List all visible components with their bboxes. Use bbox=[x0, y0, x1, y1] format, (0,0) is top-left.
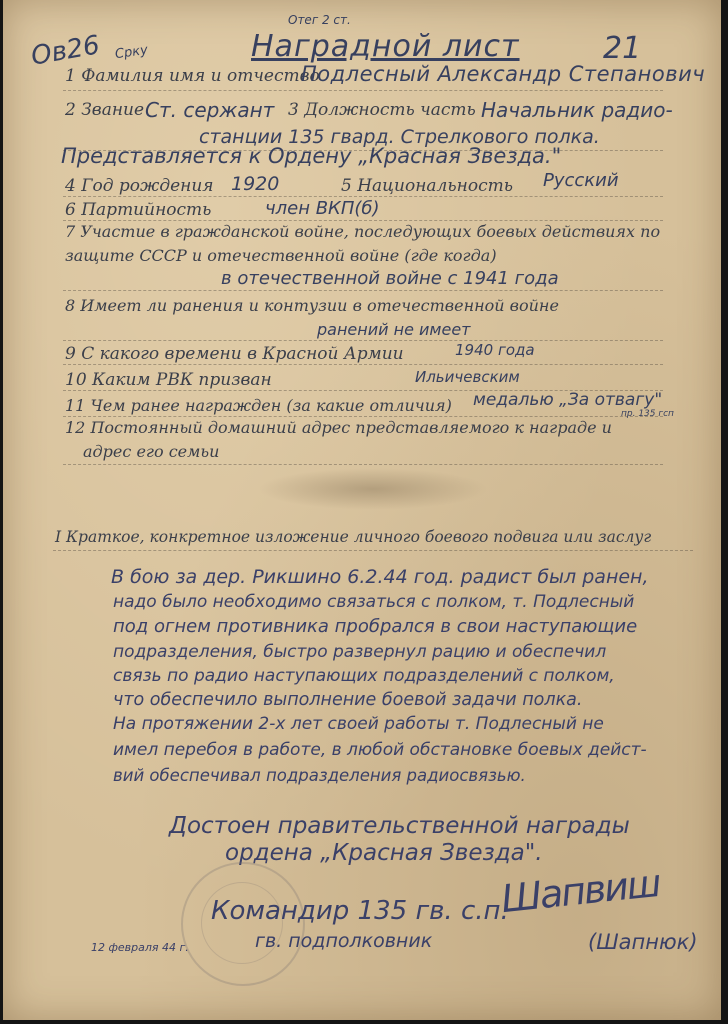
description-line: под огнем противника пробрался в свои наступающие bbox=[113, 616, 638, 637]
birth-label: 4 Год рождения bbox=[65, 176, 214, 196]
wounds-value: ранений не имеет bbox=[317, 320, 471, 339]
army-since-value: 1940 года bbox=[455, 341, 535, 359]
rvk-value: Ильичевским bbox=[415, 368, 520, 386]
party-label: 6 Партийность bbox=[65, 200, 212, 220]
redaction-blot bbox=[258, 468, 488, 510]
description-heading: I Краткое, конкретное изложение личного боевого подвига или заслуг bbox=[55, 528, 652, 546]
civil-war-label: 7 Участие в гражданской войне, последующих боевых действиях по bbox=[65, 222, 661, 241]
description-line: вий обеспечивал подразделения радиосвязью. bbox=[113, 766, 526, 785]
prior-awards-value: медалью „За отвагу" bbox=[473, 390, 663, 410]
army-since-label: 9 С какого времени в Красной Армии bbox=[65, 344, 404, 364]
prior-awards-order: пр. 135 гсп bbox=[621, 409, 674, 419]
rvk-label: 10 Каким РВК призван bbox=[65, 370, 272, 390]
description-line: надо было необходимо связаться с полком, т. Подлесный bbox=[113, 592, 635, 612]
prior-awards-label: 11 Чем ранее награжден (за какие отличия) bbox=[65, 396, 452, 415]
party-value: член ВКП(б) bbox=[265, 198, 380, 219]
description-line: На протяжении 2-х лет своей работы т. Подлесный не bbox=[113, 714, 604, 734]
civil-war-value: в отечественной войне с 1941 года bbox=[221, 268, 559, 289]
signature-scrawl: Шапвиш bbox=[499, 860, 662, 922]
description-line: подразделения, быстро развернул рацию и обеспечил bbox=[113, 642, 607, 662]
signature-date: 12 февраля 44 г. bbox=[91, 941, 189, 954]
top-note: Отег 2 ст. bbox=[288, 13, 351, 27]
description-line: связь по радио наступающих подразделений с полком, bbox=[113, 666, 615, 686]
corner-note: Ов26 bbox=[28, 30, 102, 72]
wounds-label: 8 Имеет ли ранения и контузии в отечественной войне bbox=[65, 296, 559, 315]
description-line: имел перебоя в работе, в любой обстановке боевых дейст- bbox=[113, 740, 647, 760]
commander-line: Командир 135 гв. с.п. bbox=[211, 896, 509, 926]
rank-value: Ст. сержант bbox=[145, 98, 275, 122]
address-label-2: адрес его семьи bbox=[83, 442, 220, 461]
description-line: что обеспечило выполнение боевой задачи полка. bbox=[113, 690, 583, 710]
birth-value: 1920 bbox=[231, 173, 280, 195]
page-mark: 21 bbox=[603, 31, 642, 66]
award-sheet bbox=[3, 0, 721, 1020]
nominated-line: Представляется к Ордену „Красная Звезда." bbox=[61, 144, 562, 168]
commander-rank: гв. подполковник bbox=[255, 930, 433, 952]
name-value: Подлесный Александр Степанович bbox=[301, 62, 706, 86]
address-label: 12 Постоянный домашний адрес представляемого к награде и bbox=[65, 418, 612, 437]
civil-war-label-2: защите СССР и отечественной войне (где когда) bbox=[65, 246, 497, 265]
name-label: 1 Фамилия имя и отчество bbox=[65, 66, 320, 86]
position-value-2: станции 135 гвард. Стрелкового полка. bbox=[199, 126, 600, 148]
nationality-value: Русский bbox=[543, 170, 619, 191]
corner-note-small: Срку bbox=[114, 42, 149, 63]
position-value: Начальник радио- bbox=[481, 98, 673, 122]
conclusion-line-1: Достоен правительственной награды bbox=[169, 813, 630, 839]
signature-name: (Шапнюк) bbox=[588, 930, 698, 954]
position-label: 3 Должность часть bbox=[288, 100, 476, 120]
nationality-label: 5 Национальность bbox=[341, 176, 513, 196]
document-title: Наградной лист bbox=[251, 29, 520, 64]
conclusion-line-2: ордена „Красная Звезда". bbox=[225, 840, 543, 866]
description-line: В бою за дер. Рикшино 6.2.44 год. радист был ранен, bbox=[111, 566, 649, 588]
rank-label: 2 Звание bbox=[65, 100, 145, 120]
